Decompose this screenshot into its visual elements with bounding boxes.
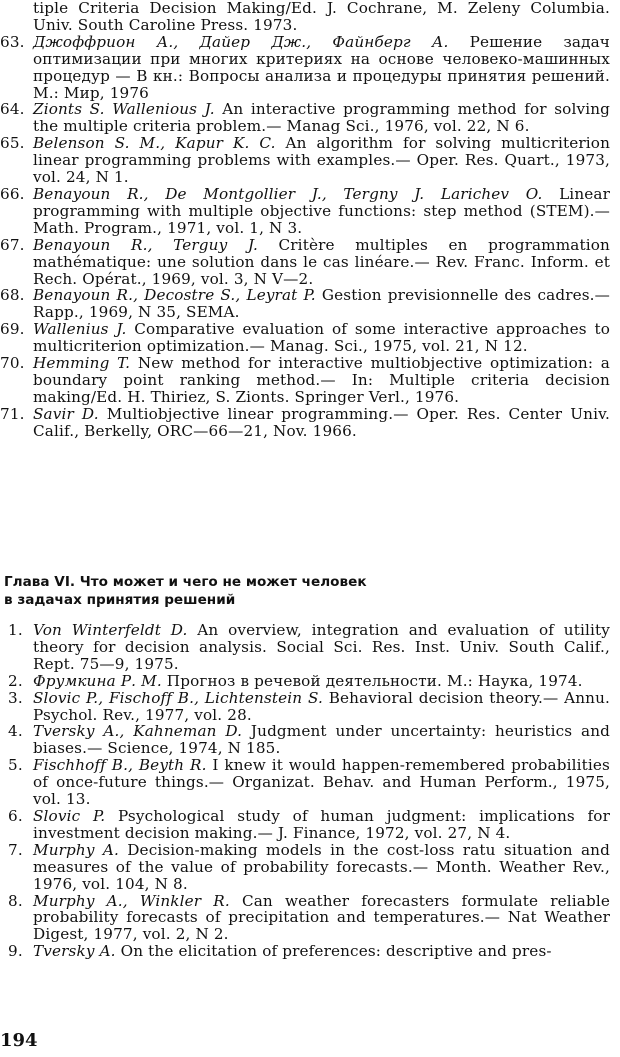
reference-1 (0, 622, 620, 673)
reference-text: Critère multiples en programmation mathématique: une solution dans le cas linéare.— Rev. Franc. Inform. et Rech. Opérat., 1969, vol. 3, N V—2. (33, 235, 610, 288)
reference-66 (0, 186, 620, 237)
reference-text: New method for interactive multiobjective optimization: a boundary point ranking method.— In: Multiple criteria decision making/Ed. H. Thiriez, S. Zionts. Springer Verl., 1976. (33, 354, 610, 406)
reference-8 (0, 893, 620, 944)
reference-number: 71. (0, 404, 25, 423)
reference-4 (0, 723, 620, 757)
reference-authors: Slovic P. (33, 806, 106, 825)
reference-text: On the elicitation of preferences: descriptive and pres- (115, 942, 552, 961)
reference-authors: Hemming T. (33, 354, 131, 373)
reference-text: tiple Criteria Decision Making/Ed. J. Cochrane, M. Zeleny Columbia. Univ. South Caroline Press. 1973. (33, 0, 610, 34)
reference-number: 7. (8, 840, 23, 859)
reference-number: 2. (8, 671, 23, 690)
reference-5 (0, 757, 620, 808)
reference-authors: Zionts S. Wallenious J. (33, 100, 215, 119)
reference-text: I knew it would happen-remembered probabilities of once-future things.— Organizat. Behav. and Human Perform., 1975, vol. 13. (33, 756, 610, 809)
reference-number: 8. (8, 891, 23, 910)
reference-authors: Джоффрион А., Дайер Дж., Файнберг А. (33, 32, 449, 51)
reference-text: Comparative evaluation of some interactive approaches to multicriterion optimization.— Manag. Sci., 1975, vol. 21, N 12. (33, 320, 610, 356)
reference-authors: Belenson S. M., Kapur K. C. (33, 134, 276, 153)
reference-number: 3. (8, 688, 23, 707)
reference-text: Multiobjective linear programming.— Oper. Res. Center Univ. Calif., Berkelly, ORC—66—21, Nov. 1966. (33, 404, 610, 440)
reference-text: Решение задач оптимизации при многих критериях на основе человеко-машинных процедур — В кн.: Вопросы анализа и процедуры принятия решений. М.: Мир, 1976 (33, 32, 610, 102)
reference-number: 63. (0, 32, 25, 51)
reference-authors: Murphy A. (33, 840, 119, 859)
reference-authors: Savir D. (33, 404, 99, 423)
reference-number: 5. (8, 756, 23, 775)
reference-64 (0, 101, 620, 135)
reference-authors: Tversky A. (33, 942, 116, 961)
reference-71 (0, 406, 620, 440)
reference-text: Psychological study of human judgment: implications for investment decision making.— J. Finance, 1972, vol. 27, N 4. (33, 806, 611, 842)
reference-authors: Benayoun R., De Montgollier J., Tergny J. Larichev O. (33, 184, 543, 203)
chapter-heading-line-1: Глава VI. Что может и чего не может человек (4, 574, 367, 590)
reference-number: 67. (0, 235, 25, 254)
reference-authors: Wallenius J. (33, 320, 127, 339)
page-number: 194 (0, 1030, 38, 1051)
reference-number: 4. (8, 722, 23, 741)
reference-9 (0, 943, 620, 960)
reference-69 (0, 321, 620, 355)
reference-continuation (0, 0, 620, 34)
reference-number: 70. (0, 354, 25, 373)
reference-text: An algorithm for solving multicriterion linear programming problems with examples.— Oper. Res. Quart., 1973, vol. 24, N 1. (33, 134, 611, 187)
reference-list-chapter-5 (0, 0, 620, 440)
chapter-heading-line-2: в задачах принятия решений (4, 592, 236, 608)
reference-number: 64. (0, 100, 25, 119)
reference-number: 66. (0, 184, 25, 203)
reference-68 (0, 287, 620, 321)
reference-text: Linear programming with multiple objective functions: step method (STEM).— Math. Program., 1971, vol. 1, N 3. (33, 184, 610, 237)
reference-text: Gestion previsionnelle des cadres.— Rapp., 1969, N 35, SEMA. (33, 286, 611, 322)
reference-number: 9. (8, 942, 23, 961)
reference-65 (0, 135, 620, 186)
reference-70 (0, 355, 620, 406)
reference-text: An overview, integration and evaluation of utility theory for decision analysis. Social Sci. Res. Inst. Univ. South Calif., Rept. 75—9, 1975. (33, 621, 610, 673)
reference-list-chapter-6 (0, 622, 620, 960)
reference-authors: Benayoun R., Decostre S., Leyrat P. (33, 286, 316, 305)
reference-number: 65. (0, 134, 25, 153)
chapter-heading (4, 573, 604, 609)
reference-text: Can weather forecasters formulate reliable probability forecasts of precipitation and temperatures.— Nat Weather Digest, 1977, vol. 2, N 2. (33, 891, 610, 944)
reference-63 (0, 34, 620, 102)
reference-7 (0, 842, 620, 893)
reference-text: An interactive programming method for solving the multiple criteria problem.— Manag Sci., 1976, vol. 22, N 6. (33, 100, 611, 136)
reference-authors: Tversky A., Kahneman D. (33, 722, 243, 741)
reference-number: 6. (8, 806, 23, 825)
reference-number: 69. (0, 320, 25, 339)
reference-authors: Фрумкина Р. М. (33, 671, 162, 690)
reference-3 (0, 690, 620, 724)
reference-6 (0, 808, 620, 842)
reference-text: Judgment under uncertainty: heuristics and biases.— Science, 1974, N 185. (33, 722, 610, 758)
reference-authors: Murphy A., Winkler R. (33, 891, 230, 910)
reference-text: Behavioral decision theory.— Annu. Psychol. Rev., 1977, vol. 28. (33, 688, 610, 724)
reference-67 (0, 237, 620, 288)
reference-number: 68. (0, 286, 25, 305)
reference-authors: Slovic P., Fischoff B., Lichtenstein S. (33, 688, 323, 707)
reference-text: Decision-making models in the cost-loss ratu situation and measures of the value of probability forecasts.— Month. Weather Rev., 1976, vol. 104, N 8. (33, 840, 610, 893)
reference-authors: Fischhoff B., Beyth R. (33, 756, 207, 775)
reference-authors: Von Winterfeldt D. (33, 621, 188, 639)
reference-authors: Benayoun R., Terguy J. (33, 235, 258, 254)
reference-text: Прогноз в речевой деятельности. М.: Наука, 1974. (161, 671, 583, 690)
reference-number: 1. (8, 621, 23, 639)
reference-2 (0, 673, 620, 690)
